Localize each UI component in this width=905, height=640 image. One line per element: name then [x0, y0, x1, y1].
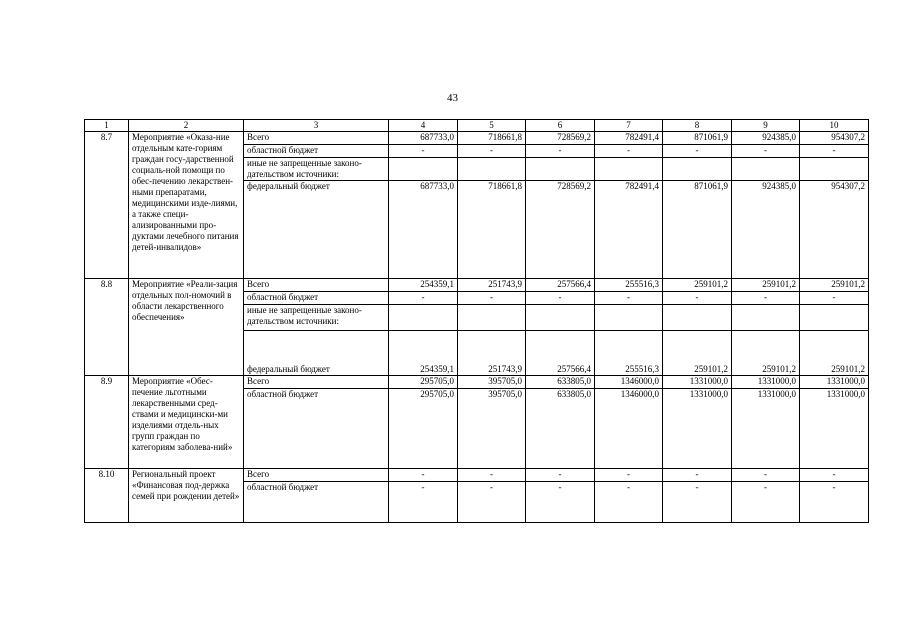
header-cell: 9 — [732, 120, 800, 132]
value-cell: 728569,2 — [526, 132, 595, 145]
value-cell: 259101,2 — [800, 331, 869, 376]
value-cell — [526, 158, 595, 181]
value-cell: - — [458, 482, 526, 523]
value-cell: 718661,8 — [458, 181, 526, 279]
value-cell: - — [389, 482, 458, 523]
header-cell: 8 — [663, 120, 732, 132]
value-cell: 871061,9 — [663, 181, 732, 279]
funding-source: федеральный бюджет — [244, 331, 389, 376]
value-cell: 954307,2 — [800, 181, 869, 279]
value-cell: 782491,4 — [595, 181, 663, 279]
value-cell — [663, 305, 732, 331]
value-cell: 259101,2 — [800, 279, 869, 292]
value-cell: - — [458, 292, 526, 305]
value-cell — [800, 305, 869, 331]
value-cell: 259101,2 — [663, 331, 732, 376]
value-cell — [526, 305, 595, 331]
value-cell: - — [526, 482, 595, 523]
header-cell: 1 — [85, 120, 129, 132]
table-row — [85, 132, 869, 145]
funding-source: федеральный бюджет — [244, 181, 389, 279]
value-cell: 1346000,0 — [595, 376, 663, 389]
value-cell: 1346000,0 — [595, 389, 663, 469]
value-cell: 782491,4 — [595, 132, 663, 145]
value-cell: 1331000,0 — [800, 376, 869, 389]
funding-source: областной бюджет — [244, 292, 389, 305]
funding-source: Всего — [244, 279, 389, 292]
header-cell: 2 — [129, 120, 244, 132]
value-cell: 633805,0 — [526, 389, 595, 469]
value-cell: 633805,0 — [526, 376, 595, 389]
value-cell: - — [732, 482, 800, 523]
value-cell: 395705,0 — [458, 389, 526, 469]
value-cell: - — [389, 292, 458, 305]
value-cell: - — [458, 469, 526, 482]
table-row — [85, 279, 869, 292]
funding-source: Всего — [244, 132, 389, 145]
value-cell: 924385,0 — [732, 132, 800, 145]
table-row — [85, 376, 869, 389]
row-number: 8.9 — [85, 376, 129, 469]
value-cell: 259101,2 — [663, 279, 732, 292]
header-cell: 4 — [389, 120, 458, 132]
value-cell: - — [663, 145, 732, 158]
funding-source: областной бюджет — [244, 482, 389, 523]
table-header-row — [85, 120, 869, 132]
activity-name: Мероприятие «Обес-печение льготными лекарственными сред-ствами и медицински-ми изделиями отдель-ных групп граждан по категориям заболева-ний» — [129, 376, 244, 469]
value-cell: - — [595, 292, 663, 305]
value-cell — [389, 158, 458, 181]
value-cell: 295705,0 — [389, 376, 458, 389]
header-cell: 3 — [244, 120, 389, 132]
value-cell — [732, 158, 800, 181]
value-cell — [595, 158, 663, 181]
row-number: 8.7 — [85, 132, 129, 279]
value-cell: 1331000,0 — [663, 376, 732, 389]
activity-name: Мероприятие «Оказа-ние отдельным кате-гориям граждан госу-дарственной социаль-ной помощи по обес-печению лекарствен-ными препаратами, медицинскими изде-лиями, а также специ-ализированными про-дуктами лечебного питания детей-инвалидов» — [129, 132, 244, 279]
table-row — [85, 469, 869, 482]
value-cell: - — [526, 145, 595, 158]
value-cell: 924385,0 — [732, 181, 800, 279]
funding-source: Всего — [244, 376, 389, 389]
value-cell: 1331000,0 — [732, 376, 800, 389]
value-cell — [458, 305, 526, 331]
value-cell — [800, 158, 869, 181]
value-cell: 251743,9 — [458, 331, 526, 376]
value-cell: - — [732, 145, 800, 158]
header-cell: 5 — [458, 120, 526, 132]
value-cell: 295705,0 — [389, 389, 458, 469]
value-cell: 255516,3 — [595, 331, 663, 376]
value-cell — [458, 158, 526, 181]
value-cell — [389, 305, 458, 331]
value-cell: - — [800, 469, 869, 482]
value-cell: 255516,3 — [595, 279, 663, 292]
value-cell: - — [663, 469, 732, 482]
header-cell: 10 — [800, 120, 869, 132]
activity-name: Региональный проект «Финансовая под-держка семей при рождении детей» — [129, 469, 244, 523]
budget-table — [84, 119, 869, 523]
header-cell: 7 — [595, 120, 663, 132]
value-cell: 395705,0 — [458, 376, 526, 389]
row-number: 8.8 — [85, 279, 129, 376]
funding-source: иные не запрещенные законо-дательством источники: — [244, 305, 389, 331]
value-cell: - — [389, 145, 458, 158]
value-cell: 257566,4 — [526, 279, 595, 292]
page-number: 43 — [447, 92, 458, 104]
value-cell: - — [800, 292, 869, 305]
value-cell: 257566,4 — [526, 331, 595, 376]
value-cell: - — [800, 482, 869, 523]
activity-name: Мероприятие «Реали-зация отдельных пол-номочий в области лекарственного обеспечения» — [129, 279, 244, 376]
funding-source: областной бюджет — [244, 145, 389, 158]
value-cell — [732, 305, 800, 331]
funding-source: областной бюджет — [244, 389, 389, 469]
value-cell: 1331000,0 — [800, 389, 869, 469]
funding-source: иные не запрещенные законо-дательством источники: — [244, 158, 389, 181]
value-cell — [595, 305, 663, 331]
value-cell: - — [389, 469, 458, 482]
value-cell: 728569,2 — [526, 181, 595, 279]
funding-source: Всего — [244, 469, 389, 482]
value-cell — [663, 158, 732, 181]
value-cell: 254359,1 — [389, 279, 458, 292]
value-cell: 254359,1 — [389, 331, 458, 376]
value-cell: 718661,8 — [458, 132, 526, 145]
value-cell: - — [595, 145, 663, 158]
value-cell: 259101,2 — [732, 279, 800, 292]
header-cell: 6 — [526, 120, 595, 132]
value-cell: - — [663, 292, 732, 305]
value-cell: 1331000,0 — [663, 389, 732, 469]
value-cell: 687733,0 — [389, 132, 458, 145]
value-cell: - — [732, 292, 800, 305]
value-cell: 871061,9 — [663, 132, 732, 145]
value-cell: - — [732, 469, 800, 482]
value-cell: 1331000,0 — [732, 389, 800, 469]
value-cell: - — [663, 482, 732, 523]
value-cell: 259101,2 — [732, 331, 800, 376]
value-cell: - — [458, 145, 526, 158]
row-number: 8.10 — [85, 469, 129, 523]
value-cell: 251743,9 — [458, 279, 526, 292]
value-cell: - — [526, 292, 595, 305]
value-cell: - — [800, 145, 869, 158]
value-cell: 954307,2 — [800, 132, 869, 145]
value-cell: - — [595, 482, 663, 523]
value-cell: - — [595, 469, 663, 482]
value-cell: - — [526, 469, 595, 482]
value-cell: 687733,0 — [389, 181, 458, 279]
